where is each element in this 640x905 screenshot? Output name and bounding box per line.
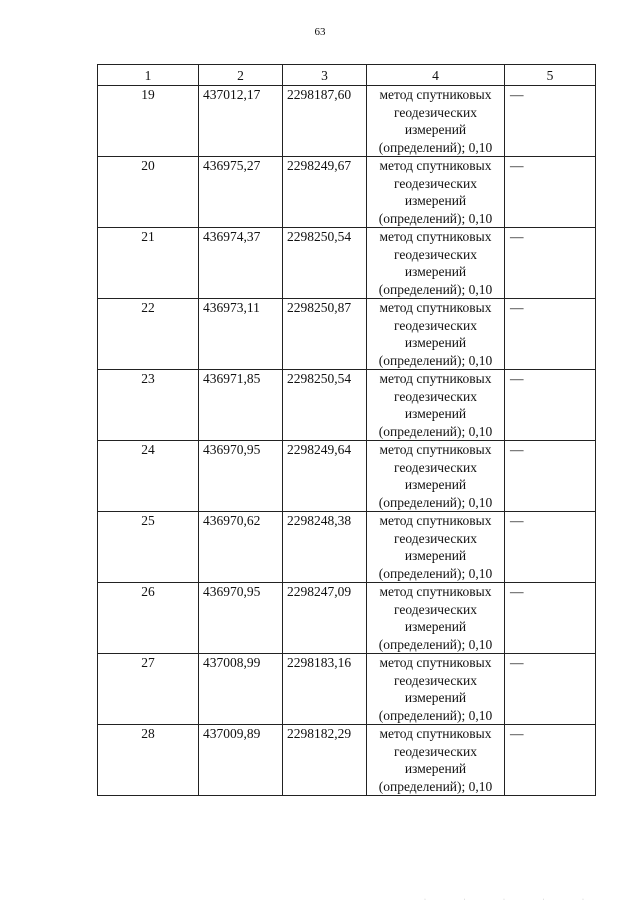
table-row (98, 583, 596, 654)
point-number: 20 (98, 157, 199, 228)
column-5-value: — (505, 512, 596, 583)
header-row (98, 65, 596, 86)
point-number: 23 (98, 370, 199, 441)
table-row (98, 725, 596, 796)
point-number: 24 (98, 441, 199, 512)
coordinate-x: 436974,37 (199, 228, 283, 299)
column-5-value: — (505, 157, 596, 228)
table-row (98, 512, 596, 583)
method-and-accuracy: метод спутниковых геодезических измерений (определений); 0,10 (367, 299, 505, 370)
coordinate-x: 436975,27 (199, 157, 283, 228)
method-and-accuracy: метод спутниковых геодезических измерений (определений); 0,10 (367, 157, 505, 228)
column-header-5: 5 (505, 65, 596, 86)
column-header-4: 4 (367, 65, 505, 86)
method-and-accuracy: метод спутниковых геодезических измерений (определений); 0,10 (367, 583, 505, 654)
coordinate-y: 2298248,38 (283, 512, 367, 583)
column-5-value: — (505, 370, 596, 441)
method-and-accuracy: метод спутниковых геодезических измерений (определений); 0,10 (367, 228, 505, 299)
column-5-value: — (505, 228, 596, 299)
table-row (98, 299, 596, 370)
coordinate-y: 2298250,54 (283, 228, 367, 299)
table-body (98, 86, 596, 796)
method-and-accuracy: метод спутниковых геодезических измерений (определений); 0,10 (367, 441, 505, 512)
coordinate-y: 2298182,29 (283, 725, 367, 796)
coordinate-y: 2298187,60 (283, 86, 367, 157)
page-number: 63 (314, 26, 326, 38)
coordinate-x: 436970,62 (199, 512, 283, 583)
column-5-value: — (505, 725, 596, 796)
point-number: 27 (98, 654, 199, 725)
coordinate-x: 437008,99 (199, 654, 283, 725)
method-and-accuracy: метод спутниковых геодезических измерений (определений); 0,10 (367, 86, 505, 157)
point-number: 21 (98, 228, 199, 299)
point-number: 22 (98, 299, 199, 370)
point-number: 28 (98, 725, 199, 796)
column-5-value: — (505, 441, 596, 512)
column-5-value: — (505, 86, 596, 157)
coordinate-x: 436970,95 (199, 441, 283, 512)
table-row (98, 228, 596, 299)
table-row (98, 86, 596, 157)
table-row (98, 654, 596, 725)
point-number: 25 (98, 512, 199, 583)
coordinate-y: 2298247,09 (283, 583, 367, 654)
point-number: 26 (98, 583, 199, 654)
column-5-value: — (505, 654, 596, 725)
method-and-accuracy: метод спутниковых геодезических измерений (определений); 0,10 (367, 370, 505, 441)
point-number: 19 (98, 86, 199, 157)
coordinates-table (97, 64, 596, 796)
coordinate-y: 2298249,67 (283, 157, 367, 228)
method-and-accuracy: метод спутниковых геодезических измерений (определений); 0,10 (367, 725, 505, 796)
scan-artifact-marks: · · · · · (424, 897, 602, 903)
table-row (98, 157, 596, 228)
method-and-accuracy: метод спутниковых геодезических измерений (определений); 0,10 (367, 512, 505, 583)
coordinate-y: 2298250,87 (283, 299, 367, 370)
column-header-3: 3 (283, 65, 367, 86)
column-5-value: — (505, 299, 596, 370)
coordinate-y: 2298250,54 (283, 370, 367, 441)
coordinate-x: 436970,95 (199, 583, 283, 654)
coordinate-x: 436971,85 (199, 370, 283, 441)
coordinate-x: 436973,11 (199, 299, 283, 370)
table-row (98, 441, 596, 512)
method-and-accuracy: метод спутниковых геодезических измерений (определений); 0,10 (367, 654, 505, 725)
column-header-2: 2 (199, 65, 283, 86)
column-5-value: — (505, 583, 596, 654)
column-header-1: 1 (98, 65, 199, 86)
table-row (98, 370, 596, 441)
coordinate-y: 2298249,64 (283, 441, 367, 512)
coordinate-y: 2298183,16 (283, 654, 367, 725)
coordinate-x: 437012,17 (199, 86, 283, 157)
table-header (98, 65, 596, 86)
coordinate-x: 437009,89 (199, 725, 283, 796)
